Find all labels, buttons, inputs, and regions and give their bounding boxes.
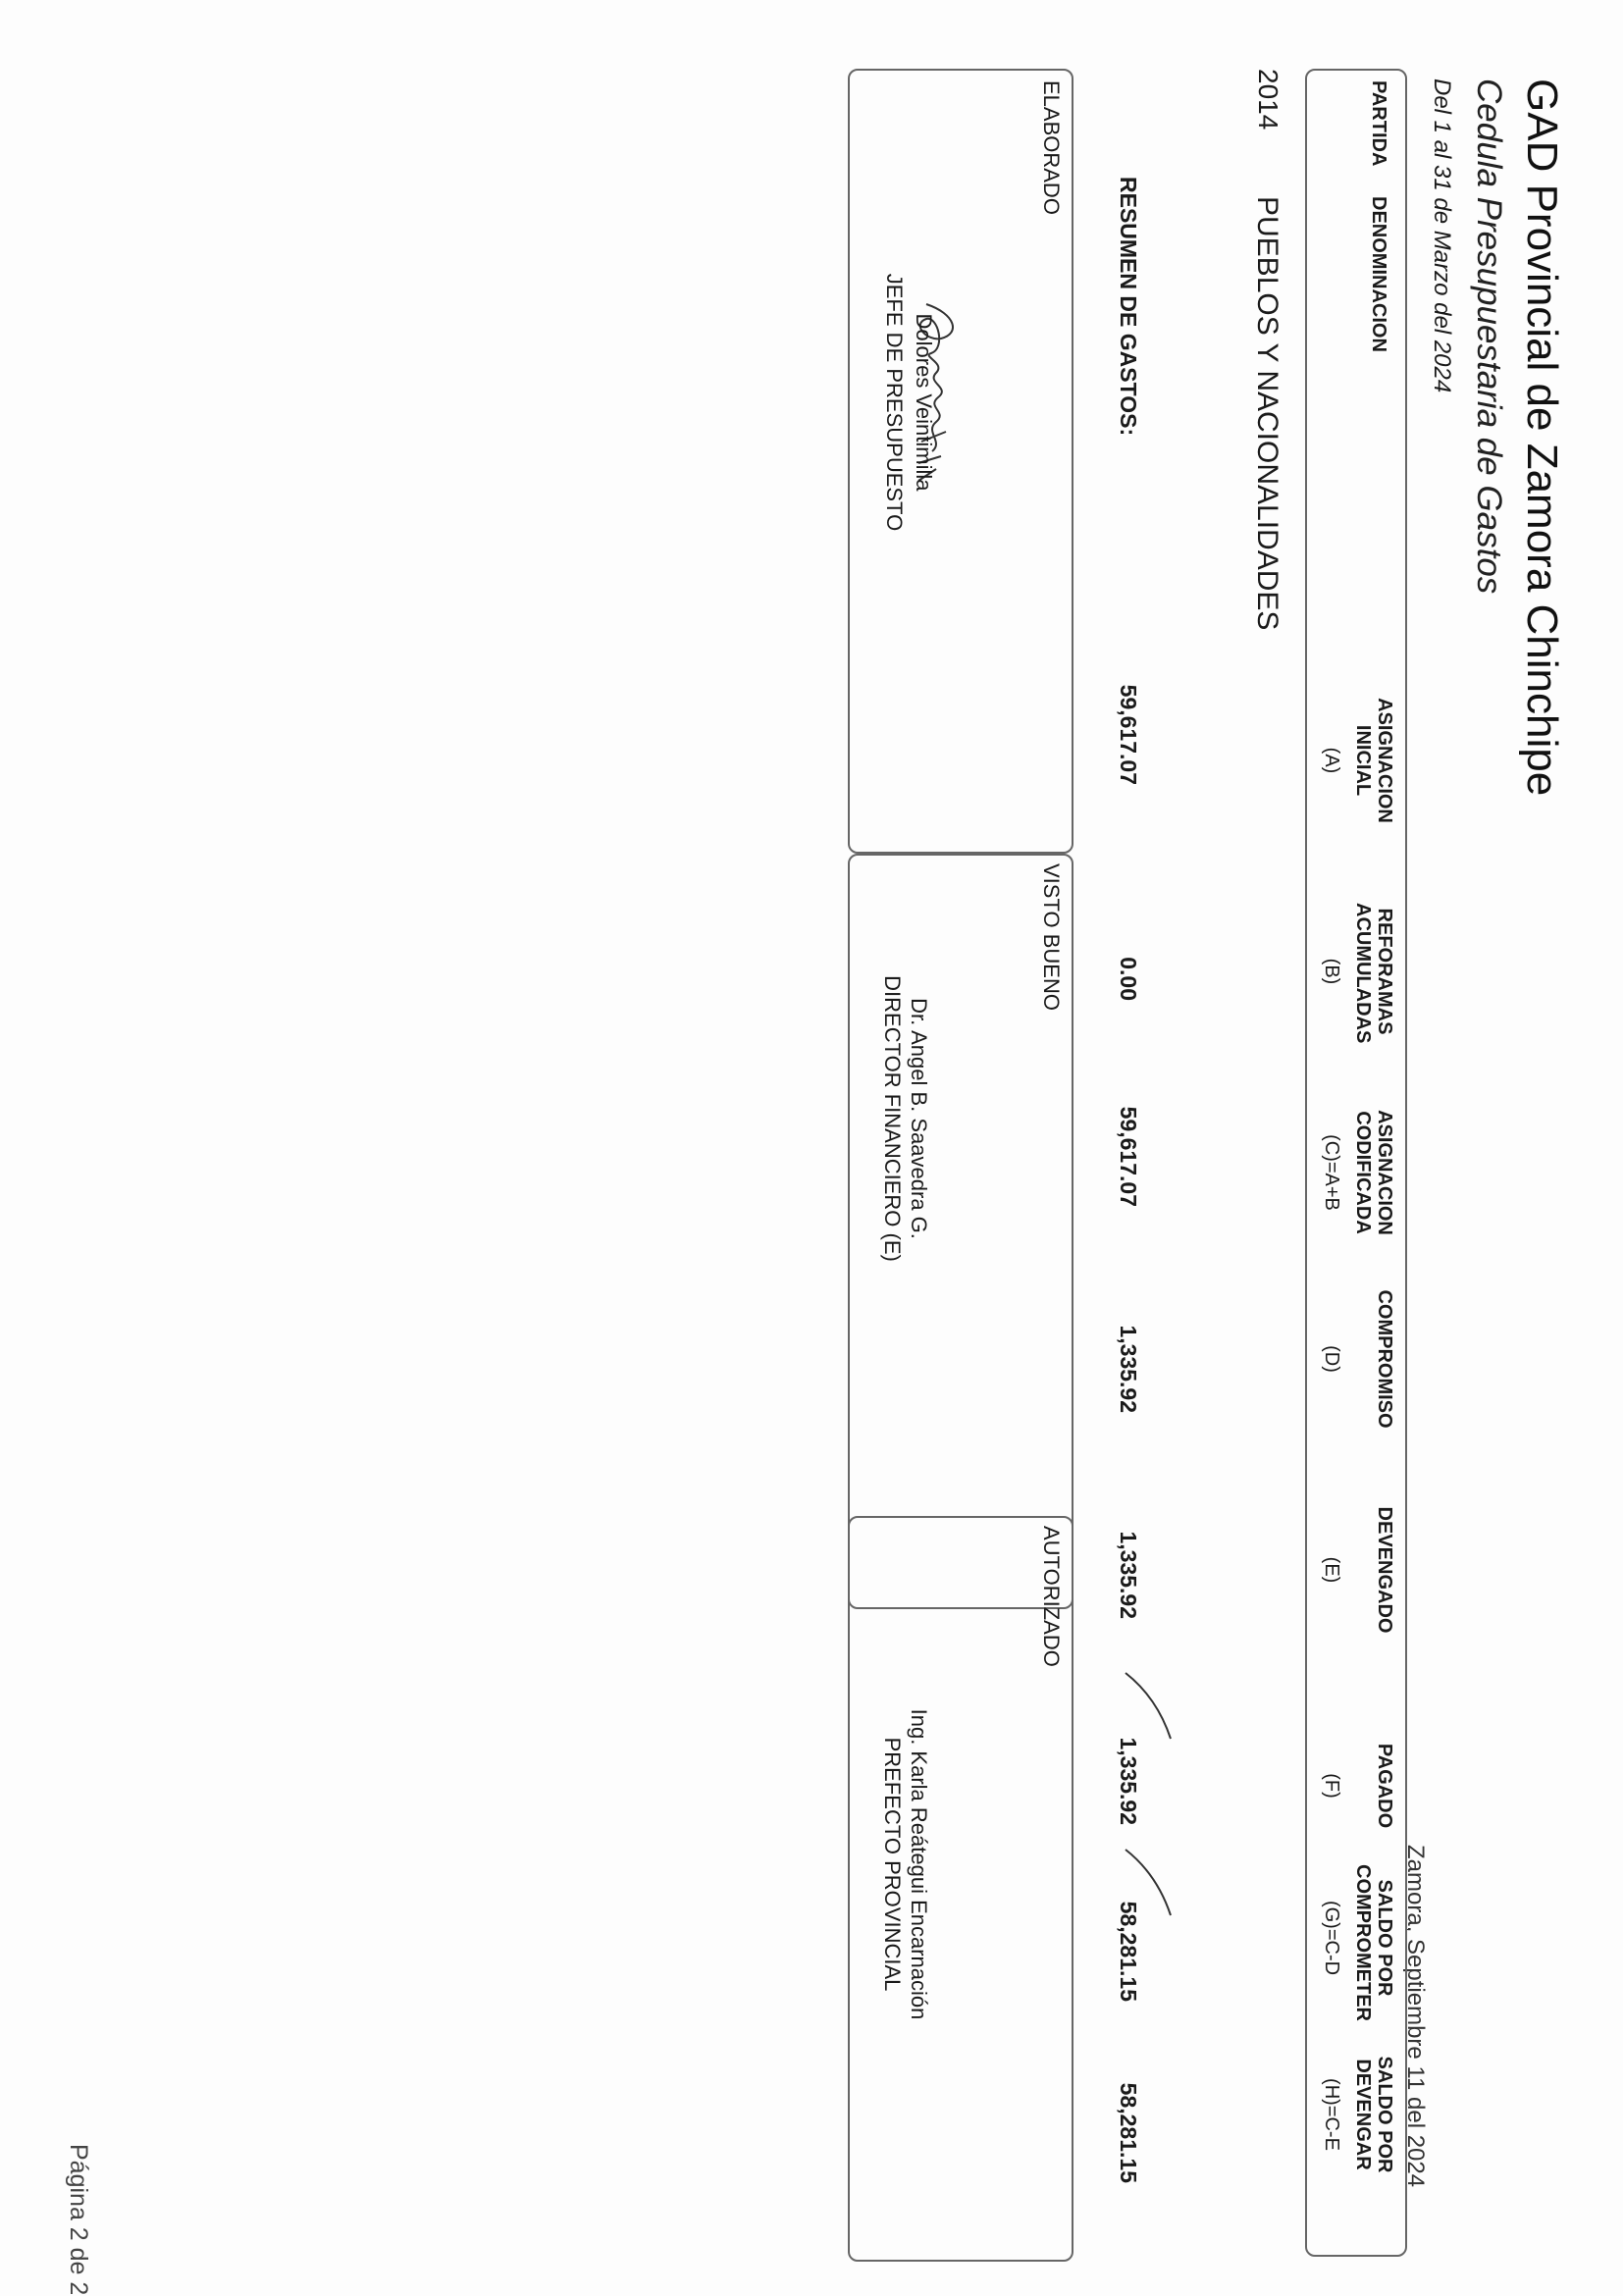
value-reformas: 0.00 (1116, 957, 1141, 1001)
col-header-saldo-comprometer: SALDO POR COMPROMETER (G)=C-D (1321, 1864, 1395, 2021)
role-visto-bueno: DIRECTOR FINANCIERO (E) (880, 975, 905, 1262)
value-compromiso: 1,335.92 (1116, 1325, 1141, 1413)
partida-name: PUEBLOS Y NACIONALIDADES (1251, 196, 1283, 631)
partida-code: 2014 (1253, 69, 1283, 130)
role-elaborado: JEFE DE PRESUPUESTO (882, 273, 907, 532)
label-autorizado: AUTORIZADO (1039, 1526, 1064, 1667)
col-header-saldo-devengar: SALDO POR DEVENGAR (H)=C-E (1321, 2056, 1395, 2173)
page-number: Página 2 de 2 (65, 2144, 92, 2296)
name-elaborado: Dolores Veintimilla (912, 313, 936, 492)
role-autorizado: PREFECTO PROVINCIAL (880, 1737, 905, 1992)
name-autorizado: Ing. Karla Reátegui Encarnación (907, 1708, 931, 2020)
name-visto-bueno: Dr. Angel B. Saavedra G. (907, 998, 931, 1239)
check-mark-icon (1118, 1668, 1177, 1747)
value-asignacion-inicial: 59,617.07 (1116, 684, 1141, 785)
col-header-devengado: DEVENGADO (E) (1321, 1506, 1395, 1634)
col-header-reformas: REFORAMAS ACUMULADAS (B) (1321, 903, 1395, 1044)
printed-date: Zamora, Septiembre 11 del 2024 (1402, 1845, 1429, 2188)
label-visto-bueno: VISTO BUENO (1039, 863, 1064, 1011)
summary-label: RESUMEN DE GASTOS: (1116, 177, 1141, 437)
document-title: GAD Provincial de Zamora Chinchipe (1518, 78, 1566, 797)
col-header-pagado: PAGADO (F) (1321, 1743, 1395, 1829)
col-header-partida: PARTIDA (1368, 80, 1389, 167)
col-header-asignacion-codificada: ASIGNACION CODIFICADA (C)=A+B (1321, 1110, 1395, 1235)
col-header-denominacion: DENOMINACION (1368, 196, 1389, 352)
value-saldo-comprometer: 58,281.15 (1116, 1901, 1141, 2002)
value-devengado: 1,335.92 (1116, 1531, 1141, 1619)
value-asignacion-codificada: 59,617.07 (1116, 1106, 1141, 1207)
date-range: Del 1 al 31 de Marzo del 2024 (1429, 78, 1455, 393)
value-saldo-devengar: 58,281.15 (1116, 2082, 1141, 2183)
col-header-asignacion-inicial: ASIGNACION INICIAL (A) (1321, 698, 1395, 823)
col-header-compromiso: COMPROMISO (D) (1321, 1289, 1395, 1429)
value-pagado: 1,335.92 (1116, 1737, 1141, 1825)
check-mark-icon (1118, 1845, 1177, 1923)
document-subtitle: Cedula Presupuestaria de Gastos (1470, 78, 1508, 595)
label-elaborado: ELABORADO (1039, 80, 1064, 215)
